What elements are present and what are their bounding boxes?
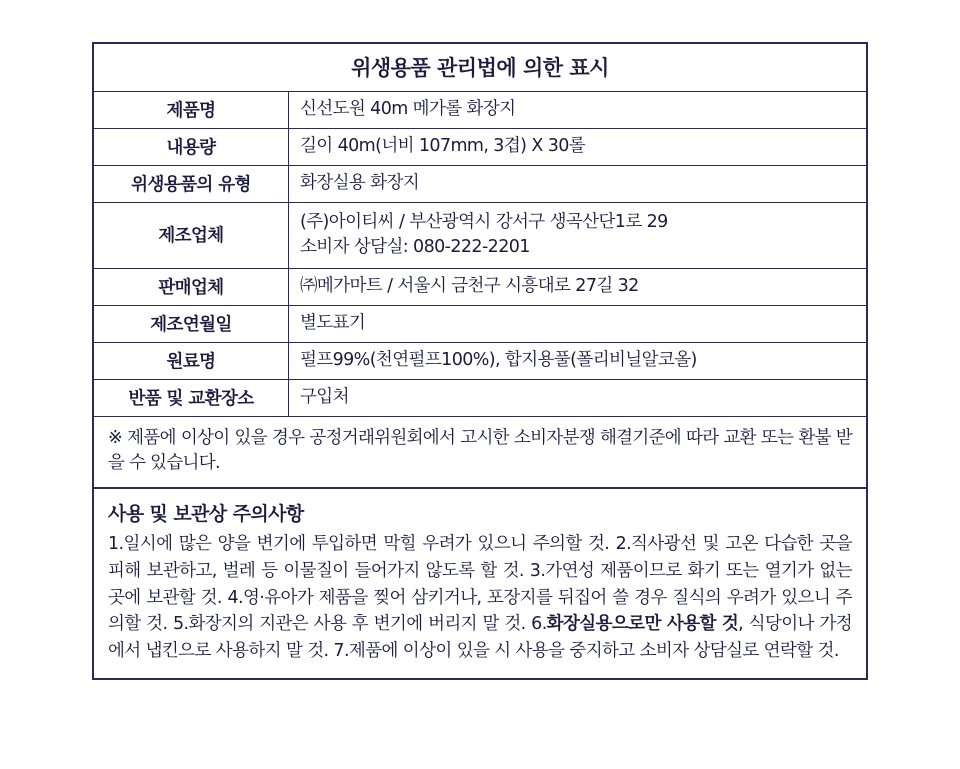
- spec-key: 제조연월일: [94, 305, 289, 342]
- table-row: [94, 166, 866, 203]
- table-row: [94, 379, 866, 416]
- table-row: [94, 268, 866, 305]
- spec-value-line: (주)아이티씨 / 부산광역시 강서구 생곡산단1로 29: [300, 212, 668, 232]
- spec-value-line: 별도표기: [300, 312, 366, 333]
- spec-key: 위생용품의 유형: [94, 166, 289, 203]
- spec-key: 반품 및 교환장소: [94, 379, 289, 416]
- spec-key: 판매업체: [94, 268, 289, 305]
- caution-section: [94, 489, 866, 678]
- table-row: [94, 129, 866, 166]
- spec-table-body: [94, 92, 866, 416]
- spec-value-line: 신선도원 40m 메가롤 화장지: [300, 99, 516, 120]
- spec-table: [94, 92, 866, 417]
- spec-value: [289, 305, 867, 342]
- caution-text: 1.일시에 많은 양을 변기에 투입하면 막힐 우려가 있으니 주의할 것. 2.직사광선 및 고온 다습한 곳을 피해 보관하고, 벌레 등 이물질이 들어가지 않도록 할 것. 3.가연성 제품이므로 화기 또는 열기가 없는 곳에 보관할 것. 4.영·유아가 제품을 찢어 삼키거나, 포장지를 뒤집어 쓸 경우 질식의 우려가 있으니 주의할 것. 5.화장지의 지관은 사용 후 변기에 버리지 말 것. 6.: [108, 534, 852, 635]
- spec-value-line: 소비자 상담실: 080-222-2201: [300, 236, 530, 257]
- spec-value: [289, 342, 867, 379]
- caution-title: 사용 및 보관상 주의사항: [108, 503, 304, 526]
- spec-key: 제품명: [94, 92, 289, 129]
- product-label-box: [92, 42, 868, 680]
- spec-value: [289, 379, 867, 416]
- spec-value: [289, 92, 867, 129]
- caution-emphasis: 화장실용으로만 사용할 것: [546, 614, 739, 635]
- table-row: [94, 342, 866, 379]
- spec-value: [289, 166, 867, 203]
- caution-body: [108, 531, 852, 664]
- spec-value: [289, 129, 867, 166]
- dispute-notice: ※ 제품에 이상이 있을 경우 공정거래위원회에서 고시한 소비자분쟁 해결기준에 따라 교환 또는 환불 받을 수 있습니다.: [94, 417, 866, 490]
- spec-key: 내용량: [94, 129, 289, 166]
- spec-value-line: 구입처: [300, 386, 349, 407]
- spec-value-line: ㈜메가마트 / 서울시 금천구 시흥대로 27길 32: [300, 275, 639, 296]
- spec-key: 제조업체: [94, 203, 289, 269]
- caution-text: , 식당이나 가정에서 냅킨으로 사용하지 말 것. 7.제품에 이상이 있을 시 사용을 중지하고 소비자 상담실로 연락할 것.: [108, 614, 852, 661]
- spec-value: [289, 203, 867, 269]
- spec-key: 원료명: [94, 342, 289, 379]
- table-row: [94, 203, 866, 269]
- spec-value-line: 화장실용 화장지: [300, 173, 420, 194]
- label-title: 위생용품 관리법에 의한 표시: [94, 44, 866, 92]
- spec-value: [289, 268, 867, 305]
- table-row: [94, 92, 866, 129]
- table-row: [94, 305, 866, 342]
- spec-value-line: 길이 40m(너비 107mm, 3겹) X 30롤: [300, 136, 586, 157]
- spec-value-line: 펄프99%(천연펄프100%), 합지용풀(폴리비닐알코올): [300, 349, 697, 370]
